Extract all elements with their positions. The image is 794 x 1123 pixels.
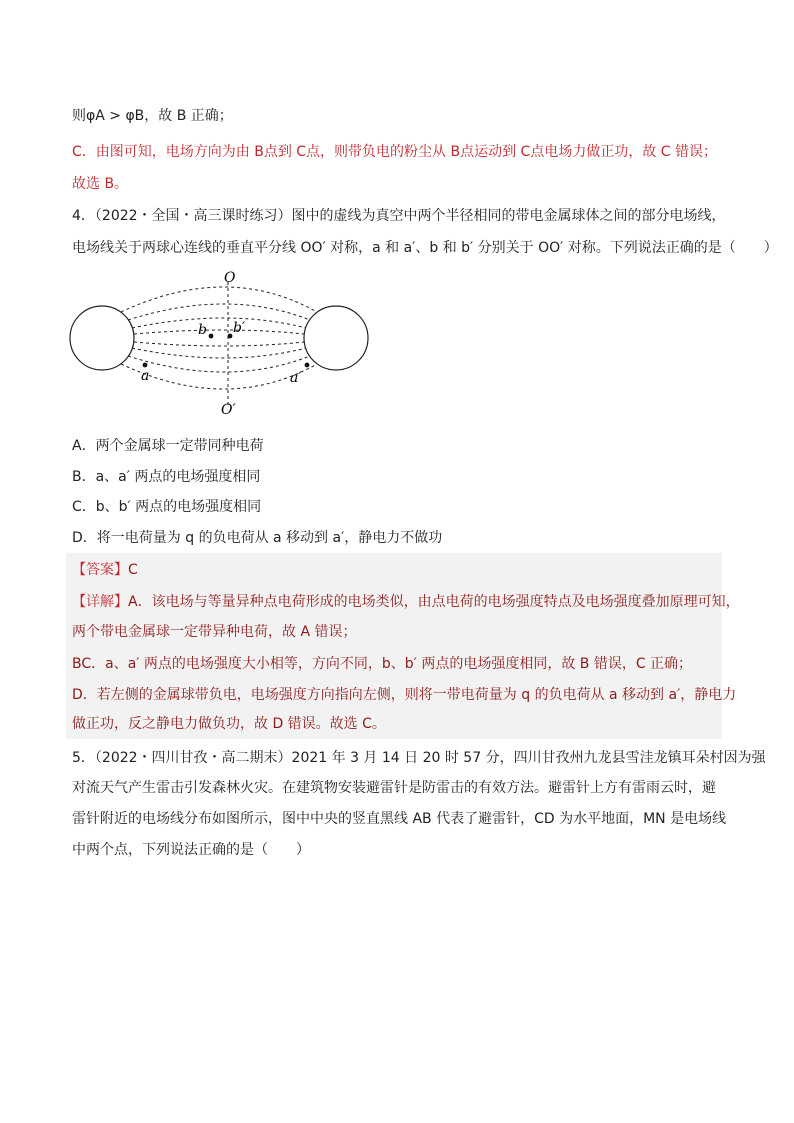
q4-stem-line-1: 4．（2022・全国・高三课时练习）图中的虚线为真空中两个半径相同的带电金属球体之间的部分电场线， [72,208,726,224]
point-a [143,363,148,368]
point-b-prime [228,334,233,339]
option-a: A．两个金属球一定带同种电荷 [72,438,264,454]
left-sphere [70,306,134,370]
answer-label: 【答案】 [72,562,128,578]
electric-field-figure [66,268,386,418]
option-b: B．a、a′ 两点的电场强度相同 [72,469,261,485]
label-a-prime: a′ [290,370,302,386]
detail-line-4: D．若左侧的金属球带负电，电场强度方向指向左侧，则将一带电荷量为 q 的负电荷从 a 移动到 a′，静电力 [72,687,737,703]
right-sphere [304,306,368,370]
label-b-prime: b′ [233,320,246,336]
field-lines [121,287,317,389]
label-a: a [141,368,150,384]
label-O-prime: O′ [221,402,236,418]
q5-line-3: 雷针附近的电场线分布如图所示，图中中央的竖直黑线 AB 代表了避雷针，CD 为水平地面，MN 是电场线 [72,811,727,827]
detail-line-1 [72,592,740,612]
label-O: O [224,270,236,286]
detail-line-2: 两个带电金属球一定带异种电荷，故 A 错误； [72,624,357,640]
prev-line-3: 故选 B。 [72,176,129,192]
option-c: C．b、b′ 两点的电场强度相同 [72,499,262,515]
detail-line-3: BC．a、a′ 两点的电场强度大小相等，方向不同，b、b′ 两点的电场强度相同，故 B 错误，C 正确； [72,656,693,672]
point-a-prime [305,363,310,368]
answer-block [66,553,722,739]
q5-line-2: 对流天气产生雷击引发森林火灾。在建筑物安装避雷针是防雷击的有效方法。避雷针上方有雷雨云时，避 [72,780,716,796]
option-d: D．将一电荷量为 q 的负电荷从 a 移动到 a′，静电力不做功 [72,530,443,546]
answer-line [72,560,138,580]
q4-stem-line-2: 电场线关于两球心连线的垂直平分线 OO′ 对称，a 和 a′、b 和 b′ 分别关于 OO′ 对称。下列说法正确的是（ ） [72,240,778,256]
detail-line-5: 做正功，反之静电力做负功，故 D 错误。故选 C。 [72,716,386,732]
q5-line-4: 中两个点，下列说法正确的是（ ） [72,842,310,858]
answer-value: C [128,562,138,578]
point-b [209,334,214,339]
label-b: b [198,322,207,338]
detail-label: 【详解】 [72,594,128,610]
q5-line-1: 5．（2022・四川甘孜・高二期末）2021 年 3 月 14 日 20 时 57 分，四川甘孜州九龙县雪洼龙镇耳朵村因为强 [72,750,766,766]
prev-line-1: 则φA > φB，故 B 正确； [72,108,233,124]
prev-line-2: C．由图可知，电场方向为由 B点到 C点，则带负电的粉尘从 B点运动到 C点电场力做正功，故 C 错误； [72,144,718,160]
detail-text-1: A．该电场与等量异种点电荷形成的电场类似，由点电荷的电场强度特点及电场强度叠加原理可知， [128,594,740,610]
